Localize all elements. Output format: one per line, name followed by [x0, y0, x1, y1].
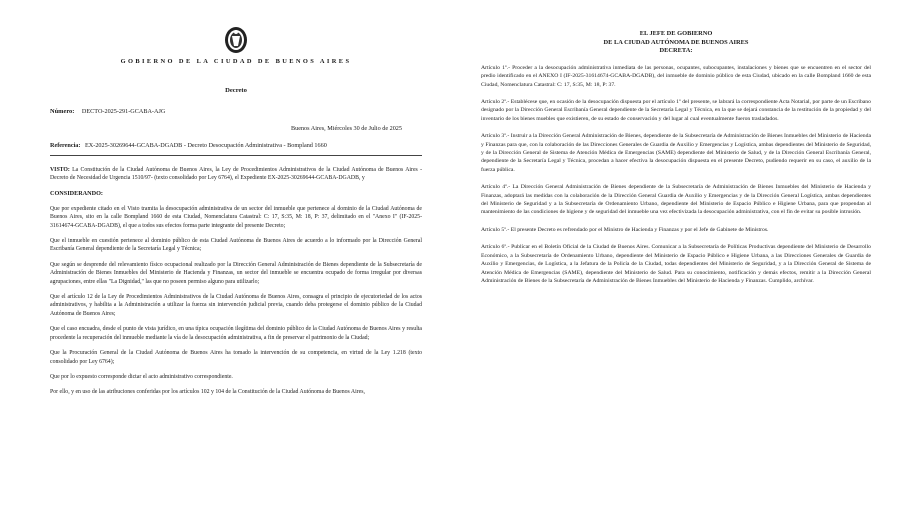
article-4: Artículo 4º.- La Dirección General Administración de Bienes dependiente de la Subsecretaría de Administración de Bienes Inmuebles del Ministerio de Hacienda y Finanzas, adoptará las medidas con la colaboración de la Dirección General Guardia de Auxilio y Emergencias y de la Dirección General Logística, ambas dependientes del Ministerio de Seguridad y a la Subsecretaría de Ordenamiento Urbano, dependiente del Ministerio de Espacio Público e Higiene Urbana, para que propendan al mantenimiento de las condiciones de higiene y de seguridad del inmueble una vez efectivizada la desocupación administrativa, con el fin de evitar su posible intrusión.	[481, 184, 871, 216]
considerando-paragraph: Que por lo expuesto corresponde dictar el acto administrativo correspondiente.	[50, 373, 233, 380]
considerando-paragraph: Por ello, y en uso de las atribuciones conferidas por los artículos 102 y 104 de la Constitución de la Ciudad Autónoma de Buenos Aires,	[50, 389, 365, 396]
visto-label: VISTO:	[50, 167, 70, 173]
referencia-row	[50, 142, 422, 149]
article-3: Artículo 3º.- Instruir a la Dirección General Administración de Bienes, dependiente de la Subsecretaría de Administración de Bienes Inmuebles del Ministerio de Hacienda y Finanzas para que, con la colaboración de las Direcciones Generales de Guardia de Auxilio y Emergencias y Logística, ambas dependientes del Ministerio de Seguridad, y de la Dirección General de Sistema de Atención Médica de Emergencias (SAME) dependiente del Ministerio de Salud, y de la Dirección General Escribanía General, dependiente de la Secretaría Legal y Técnica, procedan a hacer efectiva la desocupación dispuesta en el presente Decreto, pudiendo requerir en su caso, el auxilio de la fuerza pública.	[481, 133, 871, 173]
article-6: Artículo 6º.- Publícar en el Boletín Oficial de la Ciudad de Buenos Aires. Comunicar a la Subsecretaría de Políticas Productivas dependiente del Ministerio de Desarrollo Económico, a la Subsecretaría de Ordenamiento Urbano, dependiente del Ministerio de Espacio Público e Higiene Urbana, a las Direcciones Generales de Guardia de Auxilio y Emergencias, de Logística, a la Jefatura de la Policía de la Ciudad, todas dependientes del Ministerio de Seguridad, y a la Dirección General de Sistema de Atención Médica de Emergencias (SAME), dependiente del Ministerio de Salud. Para su conocimiento, notificación y demás efectos, remitir a la Dirección General Administración de Bienes de la Subsecretaría de Administración de Bienes Inmuebles del Ministerio de Hacienda y Finanzas. Cumplido, archívar.	[481, 244, 871, 284]
considerando-paragraph: Que el artículo 12 de la Ley de Procedimientos Administrativos de la Ciudad Autónoma de Buenos Aires, consagra el principio de ejecutoriedad de los actos administrativos, y habilita a la Administración a utilizar la fuerza sin intervención judicial previa, cuando deba protegerse el dominio público de la Ciudad Autónoma de Buenos Aires;	[50, 294, 422, 317]
government-header: GOBIERNO DE LA CIUDAD DE BUENOS AIRES	[120, 58, 352, 65]
decree-page-left	[50, 0, 422, 513]
considerando-paragraph: Que el inmueble en cuestión pertenece al dominio público de esta Ciudad Autónoma de Buenos Aires de acuerdo a lo informado por la Dirección General Escribanía General dependiente de la Secretaría Legal y Técnica;	[50, 238, 422, 253]
referencia-label: Referencia:	[50, 142, 81, 149]
considerando-paragraph: Que el caso encuadra, desde el punto de vista jurídico, en una típica ocupación ilegítima del dominio público de la Ciudad Autónoma de Buenos Aires y resulta procedente la recuperación del inmueble mediante la vía de la desocupación administrativa, a fin de preservar el patrimonio de la Ciudad;	[50, 326, 422, 341]
title-line-2: DE LA CIUDAD AUTÓNOMA DE BUENOS AIRES	[603, 38, 749, 46]
decreta-heading	[481, 30, 871, 56]
document-type: Decreto	[225, 87, 247, 94]
article-1: Artículo 1º.- Proceder a la desocupación administrativa inmediata de las personas, ocupantes, subocupantes, instalaciones y bienes que se encuentren en el sector del predio identificado en el ANEXO I (IF-2025-31614674-GCABA-DGADB), del inmueble de dominio público de esta Ciudad, ubicado en la calle Bompland 1660 de esta Ciudad, Nomenclatura Catastral: C: 17, S:35, M: 18, P: 37.	[481, 64, 871, 88]
considerando-heading: CONSIDERANDO:	[50, 189, 103, 197]
numero-row	[50, 108, 422, 115]
coat-of-arms-icon	[224, 26, 248, 54]
considerando-paragraph: Que la Procuración General de la Ciudad Autónoma de Buenos Aires ha tomado la intervención de su competencia, en virtud de la Ley 1.218 (texto consolidado por Ley 6764);	[50, 350, 422, 365]
visto-paragraph	[50, 166, 422, 183]
numero-label: Número:	[50, 108, 75, 115]
divider	[50, 155, 422, 156]
decree-page-right	[481, 0, 871, 513]
article-5: Artículo 5º.- El presente Decreto es refrendado por el Ministro de Hacienda y Finanzas y por el Jefe de Gabinete de Ministros.	[481, 226, 769, 233]
document-date: Buenos Aires, Miércoles 30 de Julio de 2025	[290, 125, 402, 132]
article-2: Artículo 2º.- Establécese que, en ocasión de la desocupación dispuesta por el artículo 1º del presente, se labrará la correspondiente Acta Notarial, por parte de un Escribano designado por la Dirección General Escribanía General dependiente de la Secretaría Legal y Técnica, en la que se dejará constancia de la restitución de la propiedad y del inventario de los bienes muebles que existieren, de su estado de conservación y del lugar al cual eventualmente fueron trasladados.	[481, 99, 871, 122]
title-line-3: DECRETA:	[659, 47, 693, 55]
title-line-1: EL JEFE DE GOBIERNO	[639, 30, 713, 37]
considerando-paragraph: Que según se desprende del relevamiento físico ocupacional realizado por la Dirección General Administración de Bienes dependiente de la Subsecretaría de Administración de Bienes Inmuebles del Ministerio de Hacienda y Finanzas, un sector del inmueble se encuentra ocupado de forma irregular por diversas agrupaciones, entre ellas "La Dignidad," las que no poseen permiso alguno para utilizarlo;	[50, 261, 422, 285]
referencia-value: EX-2025-30269644-GCABA-DGADB - Decreto Desocupación Administrativa - Bompland 1660	[85, 142, 327, 149]
considerando-paragraph: Que por expediente citado en el Visto tramita la desocupación administrativa de un sector del inmueble que pertenece al dominio de la Ciudad Autónoma de Buenos Aires, sito en la calle Bompland 1660 de esta Ciudad, Nomenclatura Catastral: C: 17, S:35, M: 18, P: 37, delimitado en el "Anexo I" (IF-2025-31614674-GCABA-DGADB), el que a todos sus efectos forma parte integrante del presente Decreto;	[50, 205, 422, 229]
visto-text: La Constitución de la Ciudad Autónoma de Buenos Aires, la Ley de Procedimientos Administrativos de la Ciudad Autónoma de Buenos Aires -Decreto de Necesidad de Urgencia 1510/97- (texto consolidado por Ley 6764), el Expediente EX-2025-30269644-GCABA-DGADB, y	[50, 167, 422, 182]
numero-value: DECTO-2025-291-GCABA-AJG	[81, 108, 166, 115]
